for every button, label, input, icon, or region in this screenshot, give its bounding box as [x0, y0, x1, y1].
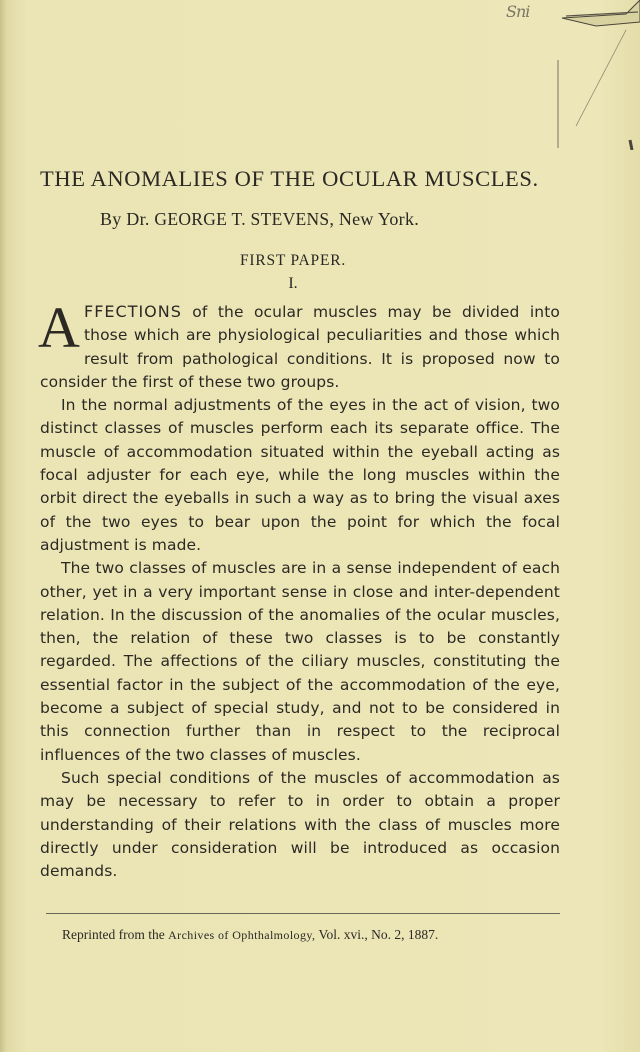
reprint-note — [62, 927, 438, 943]
paper-label: FIRST PAPER. — [239, 252, 347, 269]
article-title: THE ANOMALIES OF THE OCULAR MUSCLES. — [40, 166, 539, 191]
volume: Vol. xvi., — [318, 927, 368, 942]
article-body — [38, 295, 560, 883]
author-byline — [100, 209, 419, 230]
paragraph-2: In the normal adjustments of the eyes in the act of vision, two distinct classes of muscles perform each its separate office. The muscle of accommodation situated within the eyeball acting as focal adjuster for each eye, while the long muscles within the orbit direct the eyeballs in such a way as to bring the visual axes of the two eyes to bear upon the point for which the focal adjustment is made. — [40, 396, 560, 554]
author-location: New York. — [338, 209, 420, 229]
section-number: I. — [288, 275, 298, 292]
journal-name: Archives of Ophthalmology, — [168, 928, 316, 942]
first-word-rest: FFECTIONS — [84, 302, 182, 321]
paragraph-4: Such special conditions of the muscles of accommodation as may be necessary to refer to in order to obtain a proper understanding of their relations with the class of muscles more directly under consideration will be introduced as occasion demands. — [40, 768, 560, 881]
footer-divider — [46, 913, 560, 914]
author-name: GEORGE T. STEVENS, — [154, 209, 335, 229]
year: 1887. — [407, 927, 439, 942]
byline-by: By — [100, 209, 122, 229]
paragraph-1 — [38, 295, 560, 394]
paragraph-3: The two classes of muscles are in a sense independent of each other, yet in a very important sense in close and inter-dependent relation. In the discussion of the anomalies of the ocular muscles, then, the relation of these two classes is to be constantly regarded. The affections of the ciliary muscles, constituting the essential factor in the subject of the accommodation of the eye, become a subject of special study, and not to be considered in this connection further than in respect to the reciprocal influences of the two classes of muscles. — [40, 559, 560, 764]
reprint-prefix: Reprinted from the — [62, 927, 165, 942]
page-edge-shadow — [0, 0, 7, 1052]
handwritten-annotation: Sni — [506, 2, 530, 21]
drop-cap: A — [38, 295, 80, 360]
torn-corner-marks — [556, 0, 640, 150]
issue-number: No. 2, — [371, 927, 405, 942]
paragraph-1-text: of the ocular muscles may be divided into those which are physiological peculiarities and those which result from pathological conditions. It is proposed now to consider the first of these two groups. — [40, 303, 560, 391]
byline-title: Dr. — [126, 209, 150, 229]
